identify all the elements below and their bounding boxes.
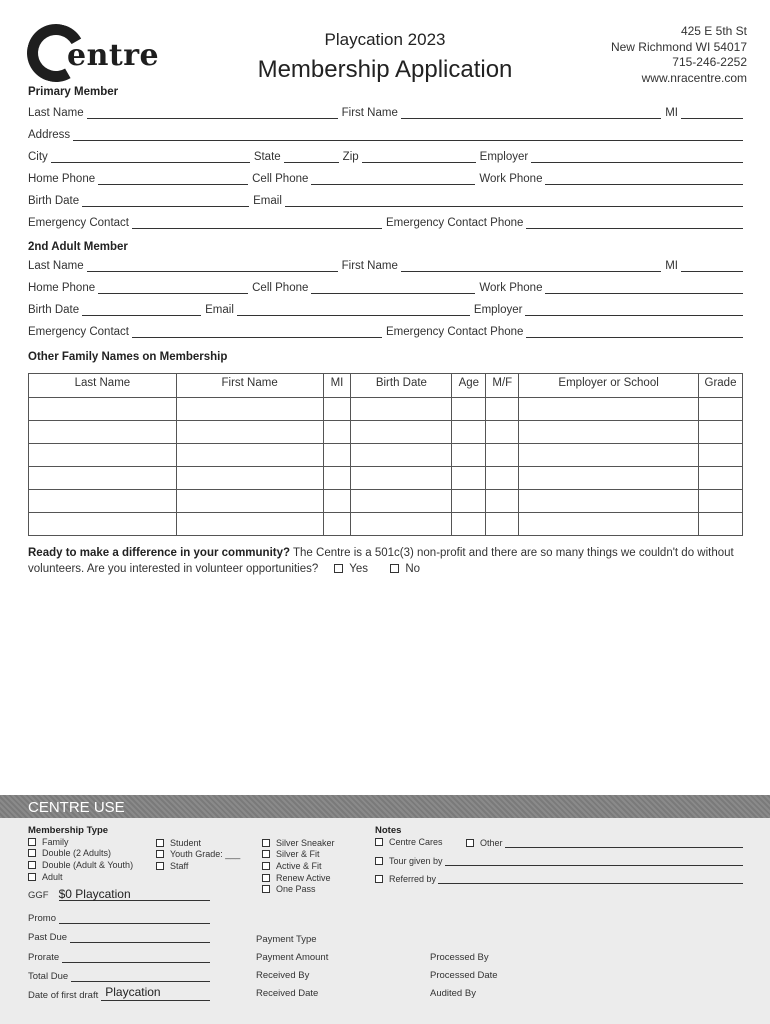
emergency-phone-label: Emergency Contact Phone	[386, 326, 524, 338]
type-checkbox[interactable]	[156, 862, 164, 870]
second-cell-phone-field[interactable]	[311, 282, 475, 294]
membership-type-col1	[28, 825, 133, 882]
volunteer-question	[28, 545, 748, 577]
type-label: One Pass	[276, 884, 316, 895]
second-birth-row	[28, 300, 743, 316]
family-cell[interactable]	[29, 467, 177, 490]
membership-type-col2	[156, 837, 240, 872]
second-home-phone-field[interactable]	[98, 282, 248, 294]
first-draft-value: Playcation	[105, 985, 161, 999]
state-label: State	[253, 151, 281, 163]
address-label: Address	[28, 129, 71, 141]
centre-use-header: CENTRE USE	[0, 795, 770, 818]
type-checkbox[interactable]	[28, 873, 36, 881]
form-title: Membership Application	[257, 56, 513, 83]
ggf-row	[28, 887, 210, 901]
volunteer-lead: Ready to make a difference in your community?	[28, 547, 291, 559]
tour-field[interactable]	[445, 856, 743, 866]
col-age: Age	[452, 374, 486, 398]
family-cell[interactable]	[323, 398, 351, 421]
family-cell[interactable]	[176, 444, 323, 467]
city-label: City	[28, 151, 48, 163]
table-row	[29, 398, 743, 421]
type-checkbox[interactable]	[28, 849, 36, 857]
website-line: www.nracentre.com	[641, 70, 747, 85]
first-name-label: First Name	[341, 260, 398, 272]
phone-line: 715-246-2252	[672, 55, 747, 69]
emergency-contact-label: Emergency Contact	[28, 326, 129, 338]
second-emergency-contact-field[interactable]	[132, 326, 382, 338]
primary-birth-row	[28, 191, 743, 207]
processed-date-label: Processed Date	[430, 970, 498, 981]
family-cell[interactable]	[176, 513, 323, 536]
family-cell[interactable]	[351, 398, 452, 421]
family-cell[interactable]	[698, 444, 742, 467]
type-label: Staff	[170, 860, 189, 871]
table-row	[29, 467, 743, 490]
other-checkbox[interactable]	[466, 839, 474, 847]
primary-cell-phone-field[interactable]	[311, 173, 475, 185]
emergency-phone-label: Emergency Contact Phone	[386, 217, 524, 229]
family-cell[interactable]	[698, 398, 742, 421]
received-date-label: Received Date	[256, 988, 319, 999]
primary-address-row	[28, 125, 743, 141]
type-label: Silver Sneaker	[276, 837, 335, 848]
emergency-contact-label: Emergency Contact	[28, 217, 129, 229]
second-last-name-field[interactable]	[87, 260, 338, 272]
address-line: 425 E 5th St	[680, 24, 747, 38]
family-cell[interactable]	[176, 467, 323, 490]
col-mf: M/F	[486, 374, 519, 398]
primary-emergency-row	[28, 213, 743, 229]
family-cell[interactable]	[351, 421, 452, 444]
membership-type-heading: Membership Type	[28, 825, 109, 836]
other-label: Other	[480, 838, 503, 848]
type-label: Double (2 Adults)	[42, 848, 112, 859]
table-row	[29, 490, 743, 513]
family-cell[interactable]	[323, 490, 351, 513]
type-checkbox[interactable]	[262, 850, 270, 858]
ggf-label: GGF	[28, 890, 49, 901]
form-subtitle: Playcation 2023	[324, 30, 446, 49]
work-phone-label: Work Phone	[479, 173, 543, 185]
family-cell[interactable]	[323, 444, 351, 467]
primary-member-heading: Primary Member	[28, 86, 119, 98]
prorate-row	[28, 949, 210, 963]
primary-email-field[interactable]	[285, 195, 743, 207]
table-row	[29, 513, 743, 536]
table-row	[29, 421, 743, 444]
family-cell[interactable]	[519, 513, 699, 536]
first-name-label: First Name	[341, 107, 398, 119]
family-cell[interactable]	[519, 490, 699, 513]
home-phone-label: Home Phone	[28, 282, 96, 294]
family-cell[interactable]	[351, 444, 452, 467]
centre-cares-label: Centre Cares	[389, 836, 443, 847]
family-members-table	[28, 373, 743, 536]
primary-city-row	[28, 147, 743, 163]
family-cell[interactable]	[452, 421, 486, 444]
type-checkbox[interactable]	[262, 885, 270, 893]
type-label: Adult	[42, 871, 63, 882]
second-birth-date-field[interactable]	[82, 304, 201, 316]
family-cell[interactable]	[698, 467, 742, 490]
family-cell[interactable]	[29, 398, 177, 421]
type-label: Double (Adult & Youth)	[42, 859, 134, 870]
cell-phone-label: Cell Phone	[252, 173, 309, 185]
email-label: Email	[253, 195, 282, 207]
total-due-label: Total Due	[28, 971, 69, 982]
type-checkbox[interactable]	[28, 838, 36, 846]
primary-emergency-contact-field[interactable]	[132, 217, 382, 229]
family-cell[interactable]	[452, 490, 486, 513]
second-emergency-phone-field[interactable]	[526, 326, 743, 338]
first-draft-row	[28, 987, 210, 1001]
volunteer-no-checkbox[interactable]	[390, 564, 399, 573]
family-cell[interactable]	[519, 467, 699, 490]
referred-checkbox[interactable]	[375, 875, 383, 883]
family-cell[interactable]	[698, 421, 742, 444]
volunteer-text: The Centre is a 501c(3) non-profit and there are so many things we couldn't do without volunteers. Are you interested in volunteer opportunities?	[28, 547, 734, 575]
type-label: Youth Grade: ___	[170, 849, 241, 860]
family-cell[interactable]	[486, 513, 519, 536]
promo-label: Promo	[28, 913, 56, 924]
family-cell[interactable]	[29, 490, 177, 513]
home-phone-label: Home Phone	[28, 173, 96, 185]
family-cell[interactable]	[176, 490, 323, 513]
family-cell[interactable]	[29, 513, 177, 536]
tour-checkbox[interactable]	[375, 857, 383, 865]
referred-label: Referred by	[389, 874, 437, 884]
cell-phone-label: Cell Phone	[252, 282, 309, 294]
first-draft-field[interactable]	[101, 985, 210, 1001]
form-title-block	[250, 30, 520, 84]
last-name-label: Last Name	[28, 260, 84, 272]
centre-address	[611, 24, 747, 86]
address-line: New Richmond WI 54017	[610, 39, 747, 54]
received-by-label: Received By	[256, 970, 310, 981]
type-label: Family	[42, 836, 69, 847]
type-checkbox[interactable]	[28, 861, 36, 869]
family-cell[interactable]	[452, 513, 486, 536]
col-birth-date: Birth Date	[351, 374, 452, 398]
primary-employer-field[interactable]	[531, 151, 743, 163]
primary-zip-field[interactable]	[362, 151, 476, 163]
family-cell[interactable]	[29, 421, 177, 444]
last-name-label: Last Name	[28, 107, 84, 119]
type-label: Silver & Fit	[276, 849, 320, 860]
work-phone-label: Work Phone	[479, 282, 543, 294]
type-label: Student	[170, 837, 202, 848]
second-work-phone-field[interactable]	[545, 282, 743, 294]
tour-label: Tour given by	[389, 856, 443, 866]
col-last-name: Last Name	[29, 374, 177, 398]
family-cell[interactable]	[452, 467, 486, 490]
tour-row	[375, 852, 743, 866]
family-heading: Other Family Names on Membership	[28, 351, 228, 363]
primary-work-phone-field[interactable]	[545, 173, 743, 185]
family-cell[interactable]	[351, 467, 452, 490]
payment-type-label: Payment Type	[256, 934, 317, 945]
employer-label: Employer	[473, 304, 523, 316]
primary-address-field[interactable]	[73, 129, 743, 141]
other-row	[466, 834, 743, 848]
zip-label: Zip	[342, 151, 359, 163]
family-cell[interactable]	[323, 513, 351, 536]
type-checkbox[interactable]	[262, 874, 270, 882]
processed-by-label: Processed By	[430, 952, 489, 963]
logo-wordmark: entre	[67, 38, 160, 73]
primary-city-field[interactable]	[51, 151, 250, 163]
birth-date-label: Birth Date	[28, 195, 80, 207]
referred-field[interactable]	[438, 874, 743, 884]
primary-mi-field[interactable]	[681, 107, 743, 119]
ggf-field[interactable]	[58, 887, 210, 901]
past-due-field[interactable]	[70, 933, 210, 943]
prorate-label: Prorate	[28, 952, 60, 963]
col-employer-school: Employer or School	[519, 374, 699, 398]
second-emergency-row	[28, 322, 743, 338]
family-cell[interactable]	[519, 398, 699, 421]
second-mi-field[interactable]	[681, 260, 743, 272]
second-phone-row	[28, 278, 743, 294]
col-grade: Grade	[698, 374, 742, 398]
primary-birth-date-field[interactable]	[82, 195, 249, 207]
audited-by-label: Audited By	[430, 988, 476, 999]
mi-label: MI	[665, 260, 678, 272]
family-cell[interactable]	[351, 513, 452, 536]
first-draft-label: Date of first draft	[28, 990, 99, 1001]
membership-type-col3	[262, 837, 335, 895]
type-label: Active & Fit	[276, 860, 322, 871]
total-due-field[interactable]	[71, 972, 210, 982]
primary-state-field[interactable]	[284, 151, 339, 163]
email-label: Email	[205, 304, 234, 316]
family-cell[interactable]	[323, 421, 351, 444]
past-due-label: Past Due	[28, 932, 68, 943]
type-checkbox[interactable]	[156, 850, 164, 858]
family-cell[interactable]	[519, 444, 699, 467]
ggf-value: $0 Playcation	[58, 887, 131, 901]
primary-phone-row	[28, 169, 743, 185]
total-due-row	[28, 968, 210, 982]
family-cell[interactable]	[176, 421, 323, 444]
prorate-field[interactable]	[62, 953, 210, 963]
table-header-row	[29, 374, 743, 398]
family-cell[interactable]	[323, 467, 351, 490]
past-due-row	[28, 929, 210, 943]
primary-last-name-field[interactable]	[87, 107, 338, 119]
family-cell[interactable]	[519, 421, 699, 444]
type-checkbox[interactable]	[262, 862, 270, 870]
mi-label: MI	[665, 107, 678, 119]
volunteer-yes-checkbox[interactable]	[334, 564, 343, 573]
notes-heading: Notes	[375, 825, 402, 836]
type-label: Renew Active	[276, 872, 331, 883]
family-cell[interactable]	[486, 467, 519, 490]
col-first-name: First Name	[176, 374, 323, 398]
family-cell[interactable]	[29, 444, 177, 467]
referred-row	[375, 870, 743, 884]
second-adult-heading: 2nd Adult Member	[28, 241, 128, 253]
family-cell[interactable]	[698, 490, 742, 513]
primary-first-name-field[interactable]	[401, 107, 661, 119]
second-email-field[interactable]	[237, 304, 470, 316]
family-cell[interactable]	[486, 398, 519, 421]
other-field[interactable]	[505, 838, 743, 848]
second-first-name-field[interactable]	[401, 260, 661, 272]
family-cell[interactable]	[351, 490, 452, 513]
family-cell[interactable]	[176, 398, 323, 421]
col-mi: MI	[323, 374, 351, 398]
primary-home-phone-field[interactable]	[98, 173, 248, 185]
family-cell[interactable]	[452, 398, 486, 421]
birth-date-label: Birth Date	[28, 304, 80, 316]
second-employer-field[interactable]	[525, 304, 743, 316]
promo-field[interactable]	[59, 914, 210, 924]
second-name-row	[28, 256, 743, 272]
type-checkbox[interactable]	[156, 839, 164, 847]
family-cell[interactable]	[486, 444, 519, 467]
table-row	[29, 444, 743, 467]
primary-emergency-phone-field[interactable]	[526, 217, 743, 229]
family-cell[interactable]	[486, 490, 519, 513]
centre-cares-checkbox[interactable]	[375, 838, 383, 846]
primary-name-row	[28, 103, 743, 119]
volunteer-yes-label: Yes	[349, 563, 368, 575]
employer-label: Employer	[479, 151, 529, 163]
family-cell[interactable]	[698, 513, 742, 536]
volunteer-no-label: No	[405, 563, 421, 575]
payment-amount-label: Payment Amount	[256, 952, 329, 963]
type-checkbox[interactable]	[262, 839, 270, 847]
family-cell[interactable]	[486, 421, 519, 444]
family-cell[interactable]	[452, 444, 486, 467]
centre-logo	[27, 24, 177, 88]
notes-block	[375, 825, 443, 848]
promo-row	[28, 910, 210, 924]
